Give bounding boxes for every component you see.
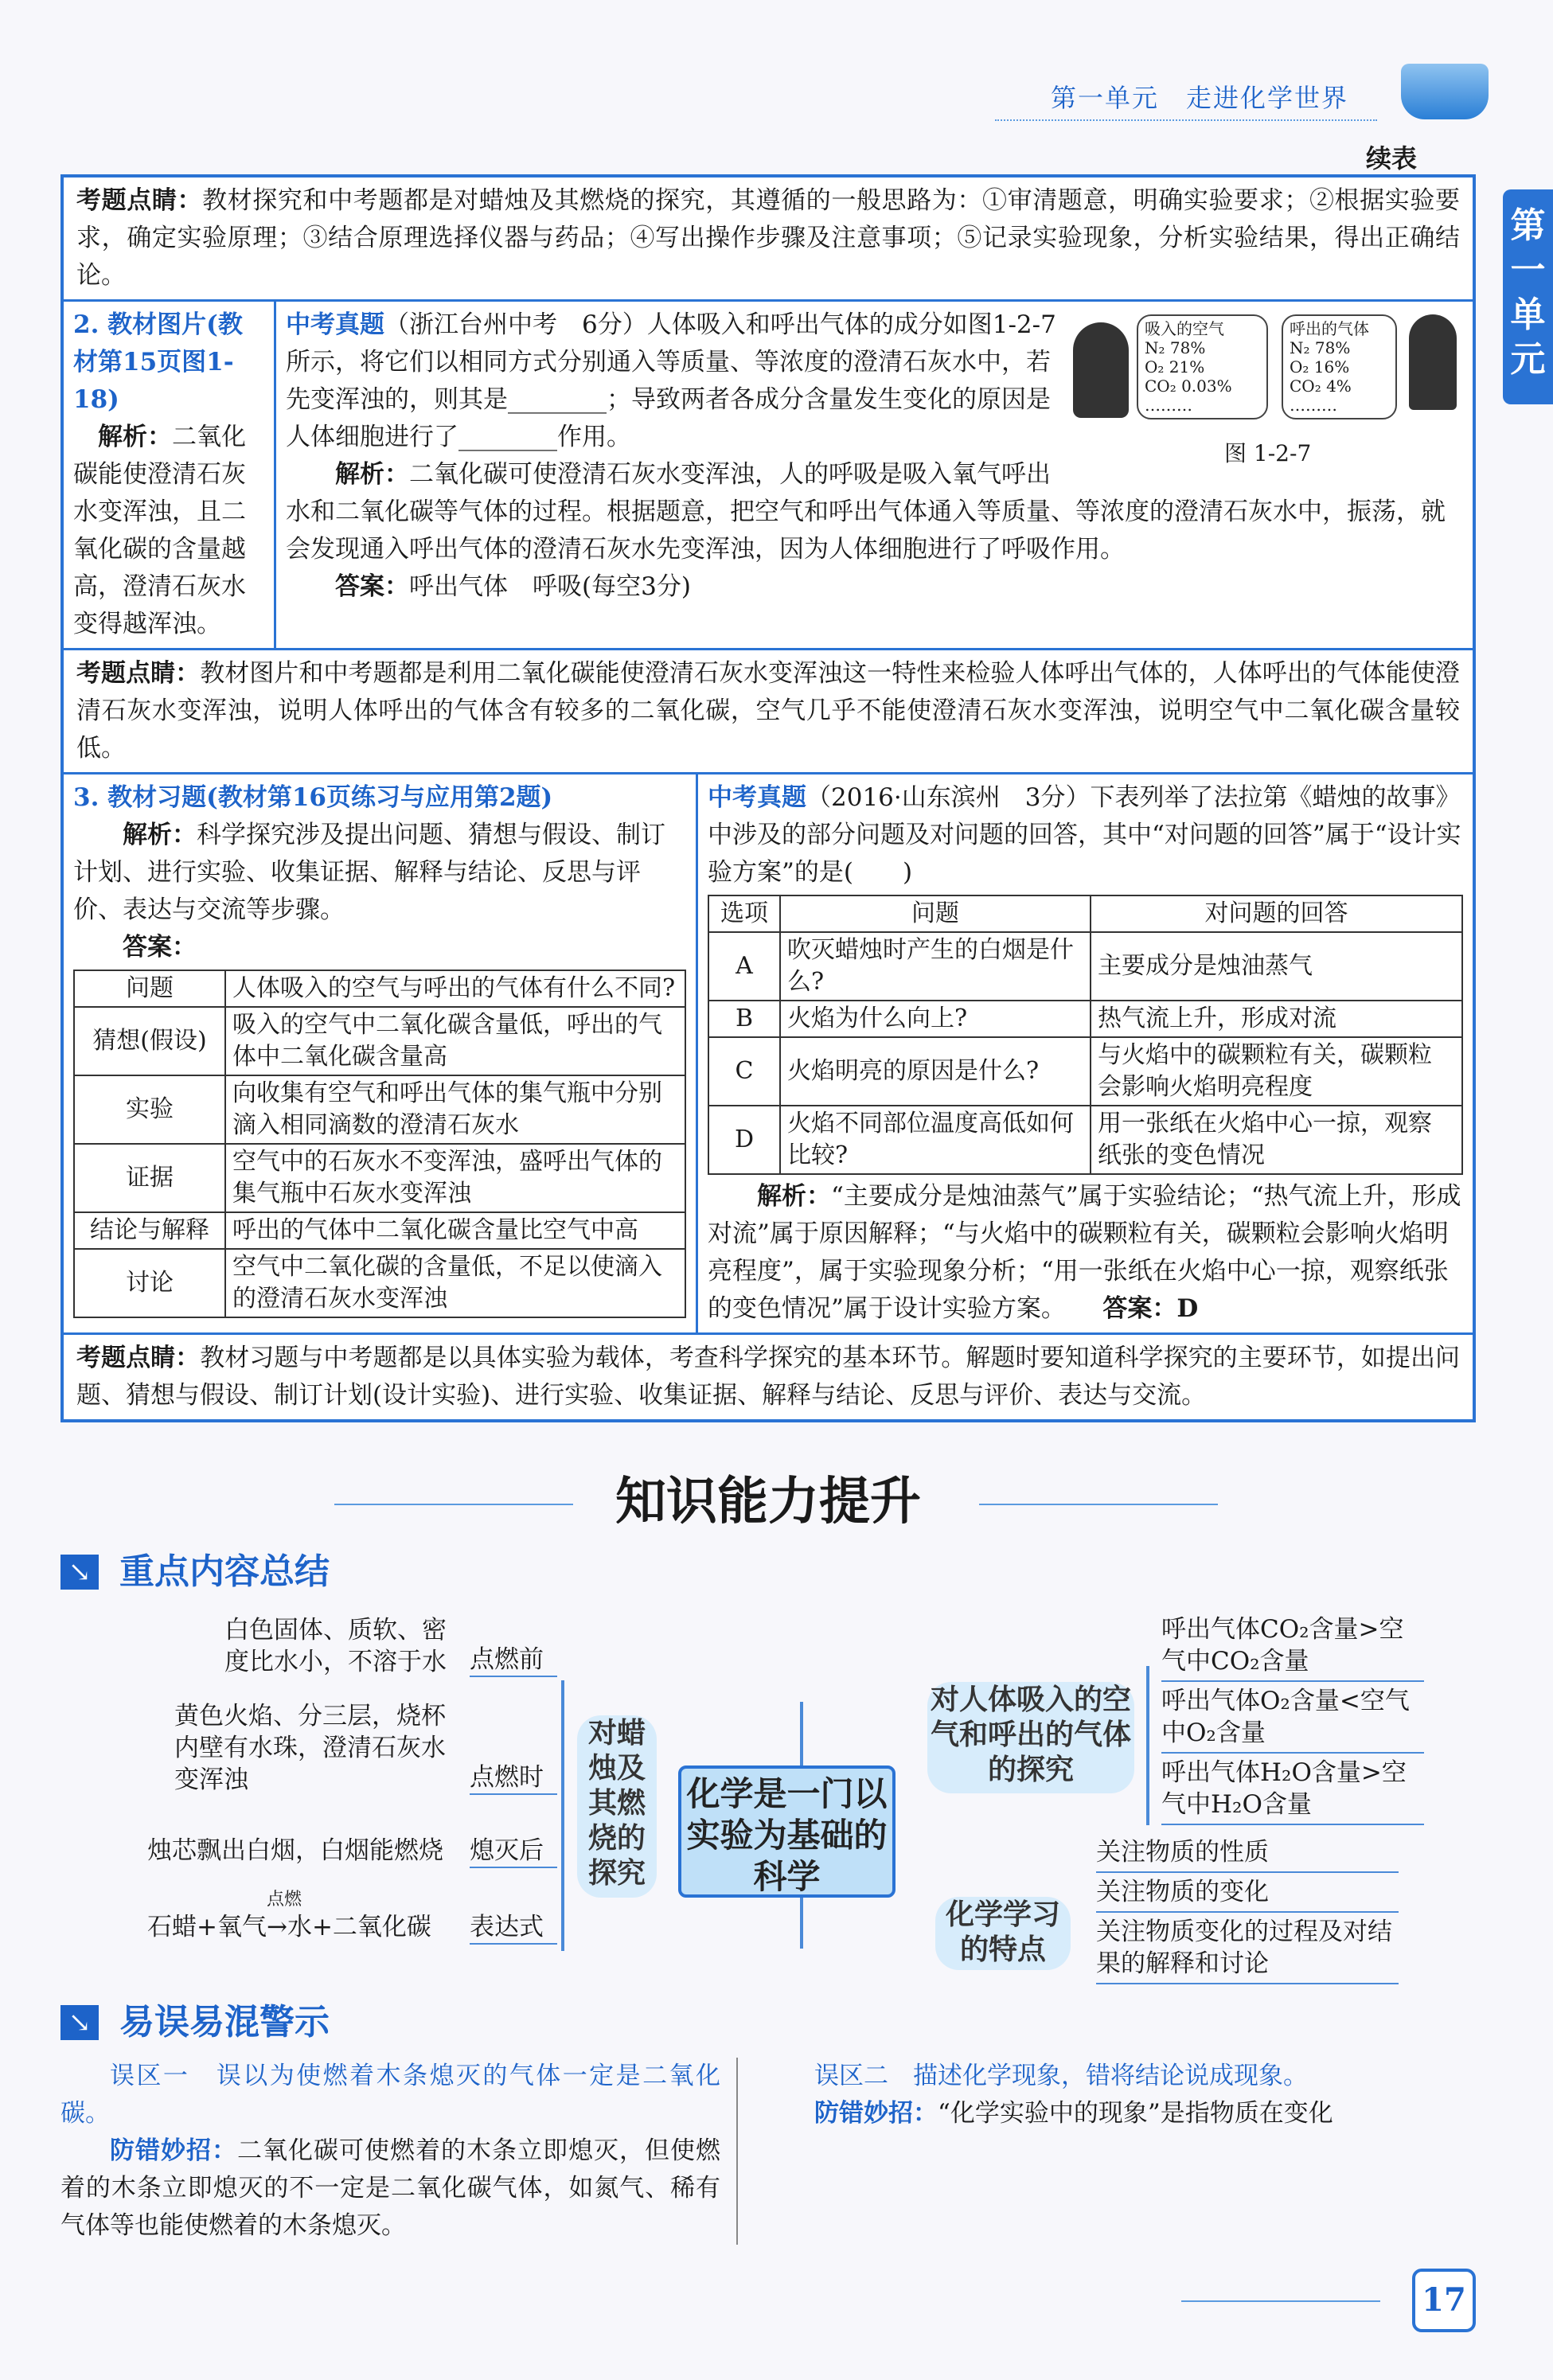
inquiry-table [73, 970, 686, 1318]
mm-breath-node: 对人体吸入的空气和呼出的气体的探究 [927, 1682, 1134, 1793]
mm-breath-co2: 呼出气体CO₂含量>空气中CO₂含量 [1161, 1610, 1424, 1682]
answer-text: 呼出气体 呼吸(每空3分) [409, 572, 691, 601]
table-row [708, 932, 1462, 1001]
mm-central-node: 化学是一门以实验为基础的科学 [678, 1765, 896, 1898]
exam-question-cell [698, 774, 1473, 1332]
inhaled-o2: O₂ 21% [1145, 357, 1205, 377]
exam-question-cell [276, 302, 1473, 648]
tip-label: 考题点睛： [76, 1344, 201, 1372]
mm-bracket-left [561, 1680, 564, 1951]
inhaled-bubble [1137, 314, 1268, 419]
option-question: 吹灭蜡烛时产生的白烟是什么? [780, 932, 1091, 1001]
mistakes-right-column [765, 2058, 1476, 2245]
inhaled-title: 吸入的空气 [1145, 319, 1224, 338]
arrow-section-icon: ↘ [60, 1555, 99, 1590]
mm-during-label: 点燃时 [470, 1762, 557, 1795]
cell-label: 实验 [74, 1075, 225, 1144]
option-answer: 热气流上升，形成对流 [1091, 1001, 1462, 1037]
mind-map [60, 1602, 1476, 2000]
exam-tag: 中考真题 [286, 310, 384, 339]
cell-label: 讨论 [74, 1249, 225, 1317]
arrow-section-icon: ↘ [60, 2005, 99, 2040]
mm-during-text: 黄色火焰、分三层，烧杯内壁有水珠，澄清石灰水变浑浊 [174, 1702, 446, 1794]
row-4 [64, 774, 1473, 1335]
mm-feature-3: 关注物质变化的过程及对结果的解释和讨论 [1096, 1913, 1399, 1984]
row-2 [64, 302, 1473, 650]
exam-source: （2016·山东滨州 3分） [806, 783, 1091, 812]
mistakes-heading-block [60, 2000, 1476, 2053]
mm-condition: 点燃 [267, 1890, 302, 1910]
textbook-exercise-cell [64, 774, 698, 1332]
exhaled-o2: O₂ 16% [1290, 357, 1350, 377]
cell-content: 向收集有空气和呼出气体的集气瓶中分别滴入相同滴数的澄清石灰水 [225, 1075, 685, 1144]
option-question: 火焰不同部位温度高低如何比较? [780, 1106, 1091, 1174]
answer-text: D [1176, 1294, 1199, 1323]
unit-header: 第一单元 走进化学世界 [1051, 83, 1349, 113]
question-text: 下表列举了法拉第《蜡烛的故事》中涉及的部分问题及对问题的回答，其中“对问题的回答”属于“设计实验方案”的是( ) [708, 783, 1461, 887]
cell-content: 空气中的石灰水不变浑浊，盛呼出气体的集气瓶中石灰水变浑浊 [225, 1144, 685, 1212]
mistake-2-tip: “化学实验中的现象”是指物质在变化 [938, 2099, 1333, 2128]
mm-feature-node: 化学学习的特点 [935, 1897, 1071, 1970]
cell-label: 问题 [74, 970, 225, 1007]
textbook-picture-cell [64, 302, 276, 648]
cell-content: 空气中二氧化碳的含量低，不足以使滴入的澄清石灰水变浑浊 [225, 1249, 685, 1317]
mm-before-text: 白色固体、质软、密度比水小，不溶于水 [224, 1616, 447, 1676]
mistakes-left-column [60, 2058, 736, 2245]
option-answer: 与火焰中的碳颗粒有关，碳颗粒会影响火焰明亮程度 [1091, 1037, 1462, 1106]
page-number: 17 [1412, 2269, 1476, 2332]
table-row [74, 1144, 685, 1212]
section-title-block [60, 1462, 1476, 1550]
cell-label: 猜想(假设) [74, 1007, 225, 1075]
answer-label: 答案： [1102, 1294, 1177, 1323]
exam-tag: 中考真题 [708, 783, 806, 812]
figure-1-2-7 [1073, 306, 1463, 482]
col-header: 问题 [780, 895, 1091, 932]
question-text: 人体吸入和呼出气体的成分如图1-2-7所示，将它们以相同方式分别通入等质量、等浓度的澄清石灰水中，若先变浑浊的，则其是________；导致两者各成分含量发生变化的原因是人体细胞进行了________作用。 [286, 310, 1056, 451]
figure-caption: 图 1-2-7 [1224, 440, 1312, 466]
mm-expression-text: 石蜡+氧气→水+二氧化碳 [147, 1913, 431, 1941]
cell-content: 人体吸入的空气与呼出的气体有什么不同? [225, 970, 685, 1007]
exhaled-title: 呼出的气体 [1290, 319, 1369, 338]
options-table [708, 895, 1463, 1175]
table-row [74, 1212, 685, 1249]
cell-content: 呼出的气体中二氧化碳含量比空气中高 [225, 1212, 685, 1249]
mm-before-label: 点燃前 [470, 1644, 557, 1677]
exam-source: （浙江台州中考 6分） [384, 310, 647, 339]
mm-expression [147, 1890, 462, 1943]
mm-breath-list [1161, 1610, 1424, 1825]
option-answer: 主要成分是烛油蒸气 [1091, 932, 1462, 1001]
table-row [74, 1007, 685, 1075]
option-question: 火焰明亮的原因是什么? [780, 1037, 1091, 1106]
continued-label: 续表 [1366, 143, 1418, 174]
mistakes-heading: 易误易混警示 [119, 2002, 330, 2043]
tip-label: 防错妙招： [814, 2099, 938, 2128]
analysis-text: 二氧化碳可使澄清石灰水变浑浊，人的呼吸是吸入氧气呼出水和二氧化碳等气体的过程。根据题意，把空气和呼出气体通入等质量、等浓度的澄清石灰水中，振荡，就会发现通入呼出气体的澄清石灰水先变浑浊，因为人体细胞进行了呼吸作用。 [286, 460, 1446, 564]
mm-after-text: 烛芯飘出白烟，白烟能燃烧 [147, 1836, 443, 1865]
option-letter: B [708, 1001, 780, 1037]
footer-line [1181, 2300, 1380, 2302]
exhaled-bubble [1282, 314, 1397, 419]
analysis-label: 解析： [98, 423, 172, 451]
option-letter: D [708, 1106, 780, 1174]
man-illustration-icon [1409, 314, 1457, 410]
tip-row-3 [64, 1335, 1473, 1419]
option-answer: 用一张纸在火焰中心一掠，观察纸张的变色情况 [1091, 1106, 1462, 1174]
analysis-text: 科学探究涉及提出问题、猜想与假设、制订计划、进行实验、收集证据、解释与结论、反思与评价、表达与交流等步骤。 [73, 821, 665, 924]
tip-label: 考题点睛： [76, 186, 203, 215]
mm-expression-label: 表达式 [470, 1911, 557, 1945]
option-question: 火焰为什么向上? [780, 1001, 1091, 1037]
exhaled-more: ……… [1290, 396, 1337, 415]
tip-row-2 [64, 650, 1473, 774]
title-line-right [979, 1504, 1218, 1505]
cell-title: 3. 教材习题(教材第16页练习与应用第2题) [73, 783, 553, 812]
table-row [708, 1001, 1462, 1037]
table-row [74, 1075, 685, 1144]
footer [60, 2261, 1476, 2348]
summary-heading-block [60, 1550, 1476, 1602]
girl-illustration-icon [1073, 322, 1129, 418]
tip-row-1 [64, 178, 1473, 302]
analysis-label: 解析： [335, 460, 409, 489]
col-header: 选项 [708, 895, 780, 932]
inhaled-more: ……… [1145, 396, 1192, 415]
inhaled-co2: CO₂ 0.03% [1145, 377, 1232, 396]
answer-label: 答案： [335, 572, 409, 601]
cell-label: 证据 [74, 1144, 225, 1212]
mm-feature-1: 关注物质的性质 [1096, 1833, 1399, 1873]
table-row [74, 1249, 685, 1317]
analysis-text: “主要成分是烛油蒸气”属于实验结论；“热气流上升，形成对流”属于原因解释；“与火焰中的碳颗粒有关，碳颗粒会影响火焰明亮程度”，属于实验现象分析；“用一张纸在火焰中心一掠，观察纸张的变色情况”属于设计实验方案。 [708, 1182, 1461, 1323]
column-divider [736, 2058, 738, 2245]
mm-bracket-right [1146, 1666, 1149, 1825]
option-letter: C [708, 1037, 780, 1106]
tip-text: 教材图片和中考题都是利用二氧化碳能使澄清石灰水变浑浊这一特性来检验人体呼出气体的，人体呼出的气体能使澄清石灰水变浑浊，说明人体呼出的气体含有较多的二氧化碳，空气几乎不能使澄清石灰水变浑浊，说明空气中二氧化碳含量较低。 [76, 659, 1461, 763]
mistake-2-title: 误区二 描述化学现象，错将结论说成现象。 [814, 2062, 1308, 2090]
table-row [708, 1106, 1462, 1174]
tip-text: 教材探究和中考题都是对蜡烛及其燃烧的探究，其遵循的一般思路为：①审清题意，明确实验要求；②根据实验要求，确定实验原理；③结合原理选择仪器与药品；④写出操作步骤及注意事项；⑤记录实验现象，分析实验结果，得出正确结论。 [76, 186, 1461, 290]
table-row [708, 1037, 1462, 1106]
mm-breath-o2: 呼出气体O₂含量<空气中O₂含量 [1161, 1682, 1424, 1754]
exhaled-n2: N₂ 78% [1290, 338, 1351, 357]
answer-label: 答案： [123, 933, 197, 962]
header-divider [995, 119, 1377, 121]
analysis-text: 二氧化碳能使澄清石灰水变浑浊，且二氧化碳的含量越高，澄清石灰水变得越浑浊。 [73, 423, 246, 638]
exhaled-co2: CO₂ 4% [1290, 377, 1352, 396]
book-logo-icon [1401, 64, 1489, 119]
mm-breath-h2o: 呼出气体H₂O含量>空气中H₂O含量 [1161, 1754, 1424, 1825]
comparison-table [60, 174, 1476, 1422]
summary-heading: 重点内容总结 [119, 1551, 330, 1592]
mistake-1-tip: 二氧化碳可使燃着的木条立即熄灭，但使燃着的木条立即熄灭的不一定是二氧化碳气体，如氮气、稀有气体等也能使燃着的木条熄灭。 [60, 2136, 720, 2240]
page-content [60, 174, 1476, 2348]
table-row [74, 970, 685, 1007]
mm-after-label: 熄灭后 [470, 1835, 557, 1868]
mm-feature-list [1096, 1833, 1399, 1984]
option-letter: A [708, 932, 780, 1001]
mistakes-columns [60, 2058, 1476, 2245]
mm-candle-node: 对蜡烛及其燃烧的探究 [577, 1715, 657, 1898]
tip-text: 教材习题与中考题都是以具体实验为载体，考查科学探究的基本环节。解题时要知道科学探究的主要环节，如提出问题、猜想与假设、制订计划(设计实验)、进行实验、收集证据、解释与结论、反思与评价、表达与交流。 [76, 1344, 1461, 1410]
cell-content: 吸入的空气中二氧化碳含量低，呼出的气体中二氧化碳含量高 [225, 1007, 685, 1075]
tip-label: 考题点睛： [76, 659, 201, 688]
mistake-1-title: 误区一 误以为使燃着木条熄灭的气体一定是二氧化碳。 [60, 2062, 720, 2128]
analysis-label: 解析： [757, 1182, 831, 1211]
side-unit-tab: 第一单元 [1503, 189, 1553, 404]
inhaled-n2: N₂ 78% [1145, 338, 1206, 357]
cell-title: 2. 教材图片(教材第15页图1-18) [73, 310, 243, 414]
mm-feature-2: 关注物质的变化 [1096, 1873, 1399, 1913]
section-title: 知识能力提升 [615, 1472, 921, 1531]
tip-label: 防错妙招： [110, 2136, 237, 2165]
analysis-label: 解析： [123, 821, 197, 849]
cell-label: 结论与解释 [74, 1212, 225, 1249]
col-header: 对问题的回答 [1091, 895, 1462, 932]
